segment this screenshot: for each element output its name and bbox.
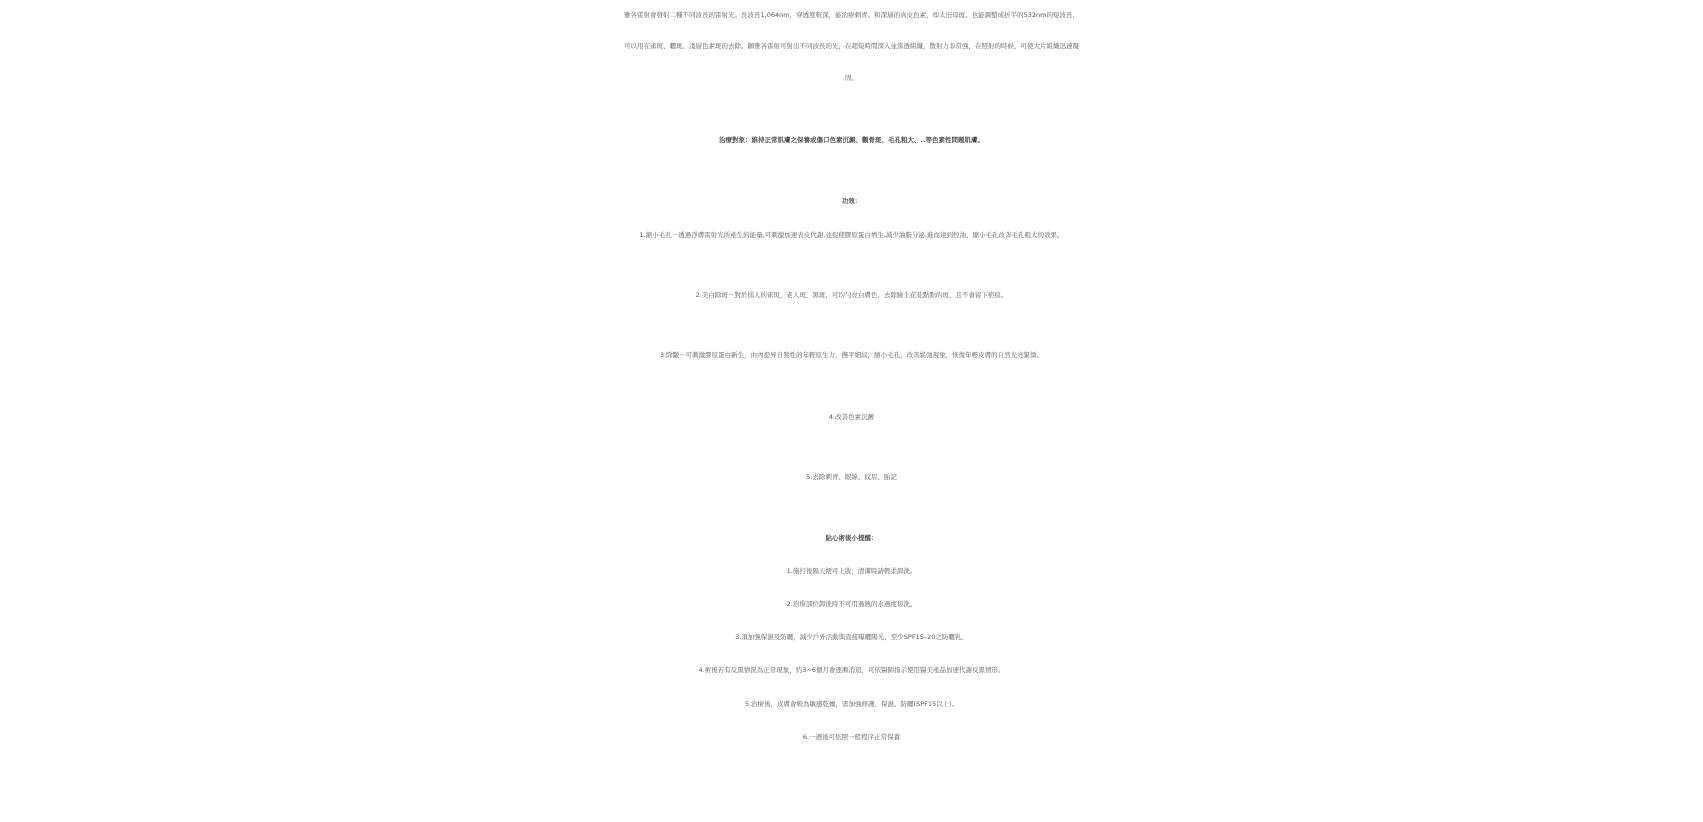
effects-heading: 功效： — [841, 197, 862, 205]
aftercare-item: 6.一週後可依照一般程序正常保養 — [802, 733, 901, 741]
aftercare-item: 3.須加強保濕及防曬，減少戶外活動與直接曝曬陽光，至少SPF15–20之防曬乳。 — [735, 633, 968, 641]
aftercare-heading: 貼心術後小提醒： — [825, 534, 878, 542]
effect-item: 5.去除刺青、眼線、紋眉、胎記 — [806, 473, 897, 481]
aftercare-item: 4.術後若有反黑情況為正常現象，約3~6個月會逐漸消退，可依醫師指示使用醫美產品加速代謝反黑情形。 — [698, 666, 1005, 674]
aftercare-item: 1.施打後隔天便可上妝，清潔時請輕柔卸洗。 — [786, 567, 917, 575]
effect-item: 4.改善色素沉澱 — [828, 413, 875, 421]
aftercare-item: 2.治療部位卸洗時不可用過熱的水過度搓洗。 — [786, 600, 917, 608]
intro-line-2: 可以用在雀斑、曬斑、淺層色素斑的去除。銣雅各雷射可射出不同波長的光，在超短時間深入並滲透組織，散射力非常強，在照射的時候，可使大片組織迅速凝 — [624, 42, 1079, 50]
effect-item: 3.除皺－可刺激膠原蛋白新生，由內提昇自發性的年輕原生力，撫平細紋，縮小毛孔，改善鬆弛現象，恢復年輕皮膚的自然光亮緊緻。 — [659, 351, 1044, 359]
intro-line-1: 雅各雷射會發射二種不同波長的雷射光。長波長1,064nm，穿透度較深，能治療刺青、和深層的真皮色素、如太田母斑。也能調整成折半的532nm的短波長， — [624, 11, 1079, 19]
effect-item: 2.美白除斑－對於惱人的雀斑，老人斑，黑斑，可均勻亮白膚色，去除臉上花花點點的斑，且不會留下疤痕。 — [695, 291, 1008, 299]
effect-item: 1.縮小毛孔－透過淨膚雷射光所產生的能量,可刺激加速表皮代謝,並促使膠原蛋白增生,減少油脂分泌,進而達到控油、縮小毛孔改善毛孔粗大的效果。 — [639, 231, 1064, 239]
aftercare-item: 5.治療後，皮膚會較為敏感乾燥，需加強修護、保濕、防曬(SPF15以上)。 — [744, 700, 959, 708]
treatment-target: 治療對象：維持正常肌膚之保養或傷口色素沉澱、顴骨斑、毛孔粗大、..等色素性問題肌膚。 — [719, 136, 984, 144]
intro-line-3: 固。 — [845, 74, 858, 82]
